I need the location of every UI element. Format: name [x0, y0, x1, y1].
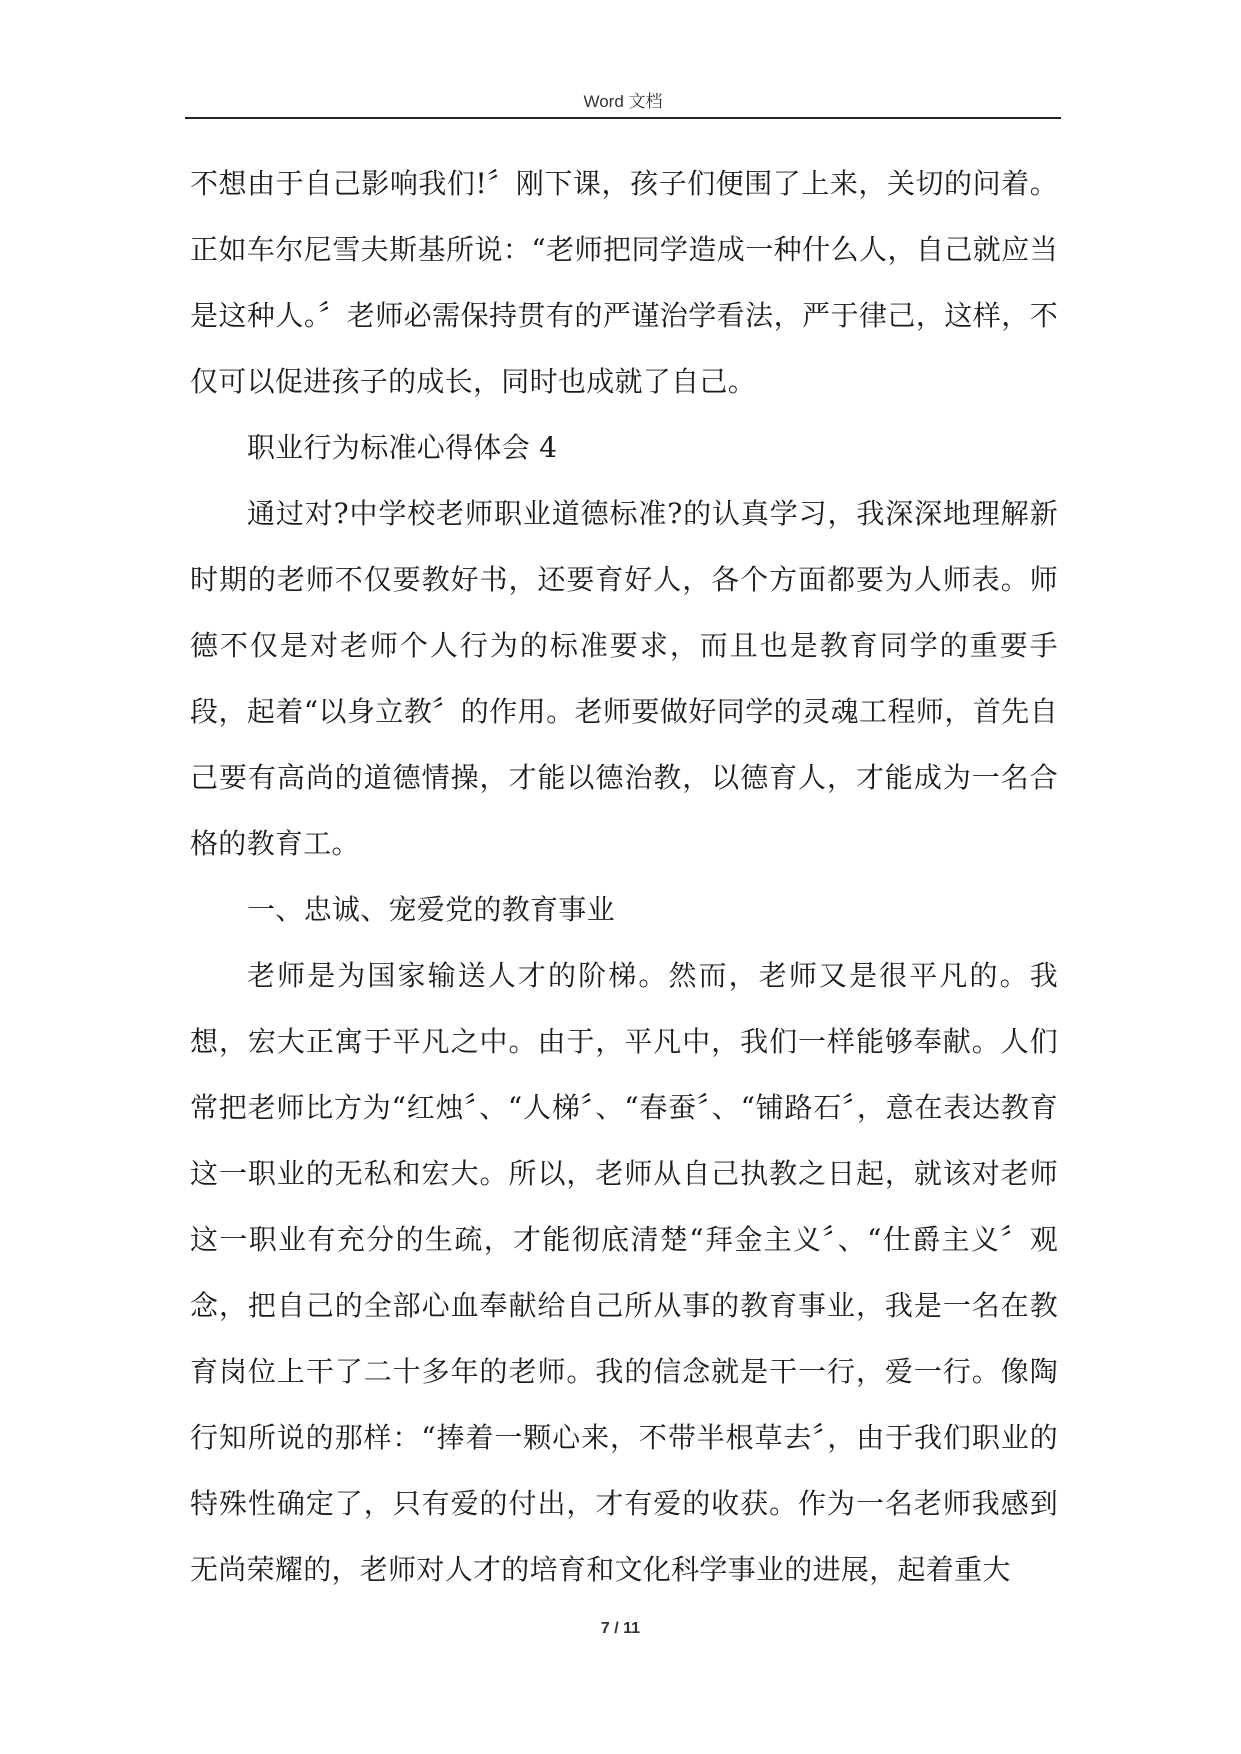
- paragraph-continuation: 不想由于自己影响我们!〞刚下课，孩子们便围了上来，关切的问着。正如车尔尼雪夫斯基所说：“老师把同学造成一种什么人，自己就应当是这种人。〞老师必需保持贯有的严谨治学看法，严于律己，这样，不仅可以促进孩子的成长，同时也成就了自己。: [190, 167, 1058, 398]
- document-body: [190, 151, 1058, 1603]
- page-number: 7 / 11: [600, 1620, 641, 1637]
- subsection-heading: 一、忠诚、宠爱党的教育事业: [247, 893, 615, 926]
- paragraph-intro: 通过对?中学校老师职业道德标准?的认真学习，我深深地理解新时期的老师不仅要教好书，还要育好人，各个方面都要为人师表。师德不仅是对老师个人行为的标准要求，而且也是教育同学的重要手段，起着“以身立教〞的作用。老师要做好同学的灵魂工程师，首先自己要有高尚的道德情操，才能以德治教，以德育人，才能成为一名合格的教育工。: [190, 497, 1058, 860]
- header-divider: [185, 117, 1061, 119]
- section-heading: 职业行为标准心得体会 4: [247, 431, 558, 464]
- page-header: Word 文档: [583, 92, 663, 111]
- paragraph-body: 老师是为国家输送人才的阶梯。然而，老师又是很平凡的。我想，宏大正寓于平凡之中。由于，平凡中，我们一样能够奉献。人们常把老师比方为“红烛〞、“人梯〞、“春蚕〞、“铺路石〞，意在表达教育这一职业的无私和宏大。所以，老师从自己执教之日起，就该对老师这一职业有充分的生疏，才能彻底清楚“拜金主义〞、“仕爵主义〞观念，把自己的全部心血奉献给自己所从事的教育事业，我是一名在教育岗位上干了二十多年的老师。我的信念就是干一行，爱一行。像陶行知所说的那样：“捧着一颗心来，不带半根草去〞，由于我们职业的特殊性确定了，只有爱的付出，才有爱的收获。作为一名老师我感到无尚荣耀的，老师对人才的培育和文化科学事业的进展，起着重大: [190, 959, 1058, 1586]
